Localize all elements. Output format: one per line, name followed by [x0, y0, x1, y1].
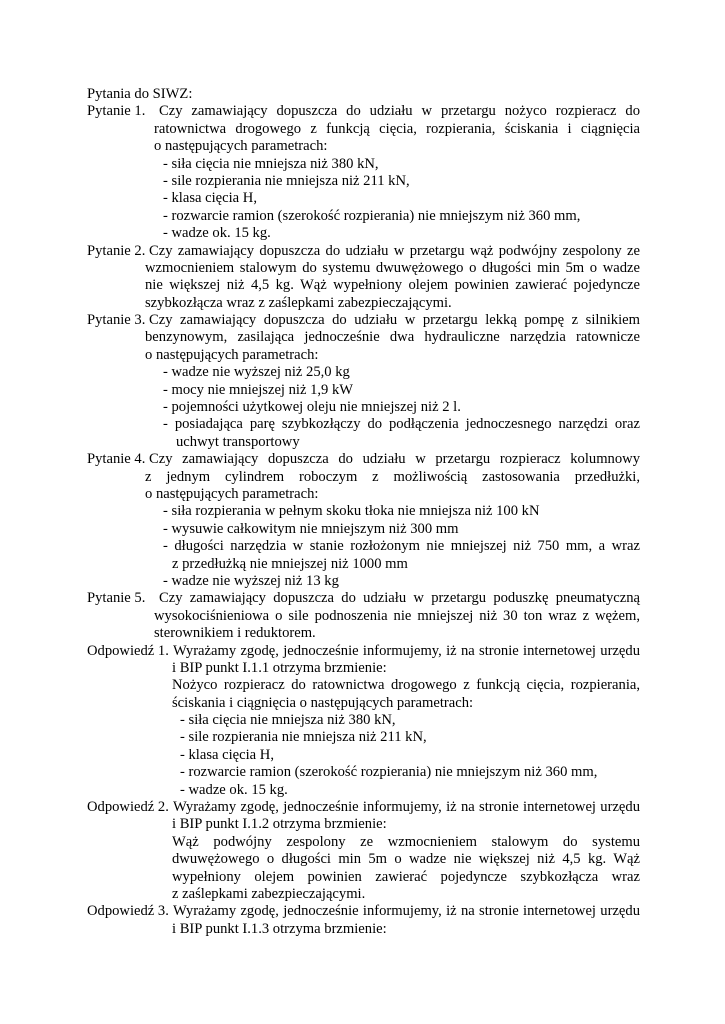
answer-3: [87, 903, 640, 920]
answer-text-line: Wyrażamy zgodę, jednocześnie informujemy, iż na stronie internetowej urzędu: [173, 799, 640, 816]
param-item: - wadze ok. 15 kg.: [180, 781, 288, 798]
answer-text-line: Wąż podwójny zespolony ze wzmocnieniem stalowym do systemu: [172, 833, 640, 850]
param-item: - wysuwie całkowitym nie mniejszym niż 300 mm: [163, 520, 459, 537]
answer-1: [87, 643, 640, 660]
param-item: - rozwarcie ramion (szerokość rozpierania) nie mniejszym niż 360 mm,: [180, 764, 598, 781]
param-item: - klasa cięcia H,: [163, 190, 257, 207]
document-body: [87, 86, 640, 938]
param-item: - sile rozpierania nie mniejsza niż 211 kN,: [180, 729, 427, 746]
answer-text-line: i BIP punkt I.1.2 otrzyma brzmienie:: [172, 816, 387, 833]
question-text-line: o następujących parametrach:: [154, 138, 328, 155]
param-item: - siła rozpierania w pełnym skoku tłoka nie mniejsza niż 100 kN: [163, 503, 540, 520]
question-text-line: Czy zamawiający dopuszcza do udziału w przetargu rozpieracz kolumnowy: [149, 451, 640, 468]
question-text-line: Czy zamawiający dopuszcza do udziału w przetargu nożyco rozpieracz do: [159, 103, 640, 120]
question-text-line: sterownikiem i reduktorem.: [154, 625, 316, 642]
answer-label: Odpowiedź 1.: [87, 642, 169, 659]
answer-label: Odpowiedź 3.: [87, 903, 169, 920]
question-text-line: Czy zamawiający dopuszcza do udziału w przetargu poduszkę pneumatyczną: [159, 590, 640, 607]
question-text-line: o następujących parametrach:: [145, 346, 319, 363]
param-item: - rozwarcie ramion (szerokość rozpierania) nie mniejszym niż 360 mm,: [163, 207, 581, 224]
param-item: - długości narzędzia w stanie rozłożonym nie mniejszej niż 750 mm, a wraz: [163, 538, 640, 555]
question-4: [87, 451, 640, 468]
answer-text-line: i BIP punkt I.1.1 otrzyma brzmienie:: [172, 659, 387, 676]
answer-text-line: z zaślepkami zabezpieczającymi.: [172, 885, 366, 902]
question-3: [87, 312, 640, 329]
answer-text-line: Nożyco rozpieracz do ratownictwa drogowego z funkcją cięcia, rozpierania,: [172, 677, 640, 694]
question-2: [87, 243, 640, 260]
param-item: - pojemności użytkowej oleju nie mniejszej niż 2 l.: [163, 399, 461, 416]
answer-text-line: Wyrażamy zgodę, jednocześnie informujemy, iż na stronie internetowej urzędu: [173, 903, 640, 920]
question-text-line: benzynowym, zasilająca jednocześnie dwa hydrauliczne narzędzia ratownicze: [145, 329, 640, 346]
question-5: [87, 590, 640, 607]
answer-text-line: i BIP punkt I.1.3 otrzyma brzmienie:: [172, 920, 387, 937]
answer-text-line: ściskania i ciągnięcia o następujących parametrach:: [172, 694, 474, 711]
param-item: - wadze ok. 15 kg.: [163, 225, 271, 242]
question-text-line: wzmocnieniem stalowym do systemu dwuwężowego o długości min 5m o wadze: [145, 259, 640, 276]
question-label: Pytanie 3.: [87, 312, 146, 329]
question-text-line: Czy zamawiający dopuszcza do udziału w przetargu wąż podwójny zespolony ze: [149, 242, 640, 259]
param-item: - wadze nie wyższej niż 25,0 kg: [163, 364, 350, 381]
param-item: - mocy nie mniejszej niż 1,9 kW: [163, 381, 354, 398]
answer-text-line: Wyrażamy zgodę, jednocześnie informujemy, iż na stronie internetowej urzędu: [173, 642, 640, 659]
question-text-line: z jednym cylindrem roboczym z możliwością zastosowania przedłużki,: [145, 468, 640, 485]
param-item: - siła cięcia nie mniejsza niż 380 kN,: [163, 155, 379, 172]
answer-label: Odpowiedź 2.: [87, 799, 169, 816]
page-heading: Pytania do SIWZ:: [87, 86, 193, 102]
question-text-line: Czy zamawiający dopuszcza do udziału w przetargu lekką pompę z silnikiem: [149, 312, 640, 329]
question-text-line: szybkozłącza wraz z zaślepkami zabezpieczającymi.: [145, 294, 452, 311]
param-item: z przedłużką nie mniejszej niż 1000 mm: [172, 555, 408, 572]
question-1: [87, 103, 640, 120]
answer-text-line: dwuwężowego o długości min 5m o wadze nie większej niż 4,5 kg. Wąż: [172, 851, 640, 868]
question-label: Pytanie 5.: [87, 590, 146, 607]
question-label: Pytanie 4.: [87, 451, 146, 468]
param-item: - sile rozpierania nie mniejsza niż 211 kN,: [163, 172, 410, 189]
answer-text-line: wypełniony olejem powinien zawierać pojedyncze szybkozłącza wraz: [172, 868, 640, 885]
param-item: - siła cięcia nie mniejsza niż 380 kN,: [180, 712, 396, 729]
question-text-line: wysokociśnieniowa o sile podnoszenia nie mniejszej niż 30 ton wraz z wężem,: [154, 607, 640, 624]
question-text-line: nie większej niż 4,5 kg. Wąż wypełniony olejem powinien zawierać pojedyncze: [145, 277, 640, 294]
answer-2: [87, 799, 640, 816]
question-label: Pytanie 2.: [87, 242, 146, 259]
param-item: - wadze nie wyższej niż 13 kg: [163, 572, 339, 589]
param-item: - posiadająca parę szybkozłączy do podłączenia jednoczesnego narzędzi oraz: [163, 416, 640, 433]
question-text-line: o następujących parametrach:: [145, 485, 319, 502]
param-item: uchwyt transportowy: [176, 433, 300, 450]
question-label: Pytanie 1.: [87, 103, 146, 120]
param-item: - klasa cięcia H,: [180, 746, 274, 763]
question-text-line: ratownictwa drogowego z funkcją cięcia, rozpierania, ściskania i ciągnięcia: [154, 120, 640, 137]
